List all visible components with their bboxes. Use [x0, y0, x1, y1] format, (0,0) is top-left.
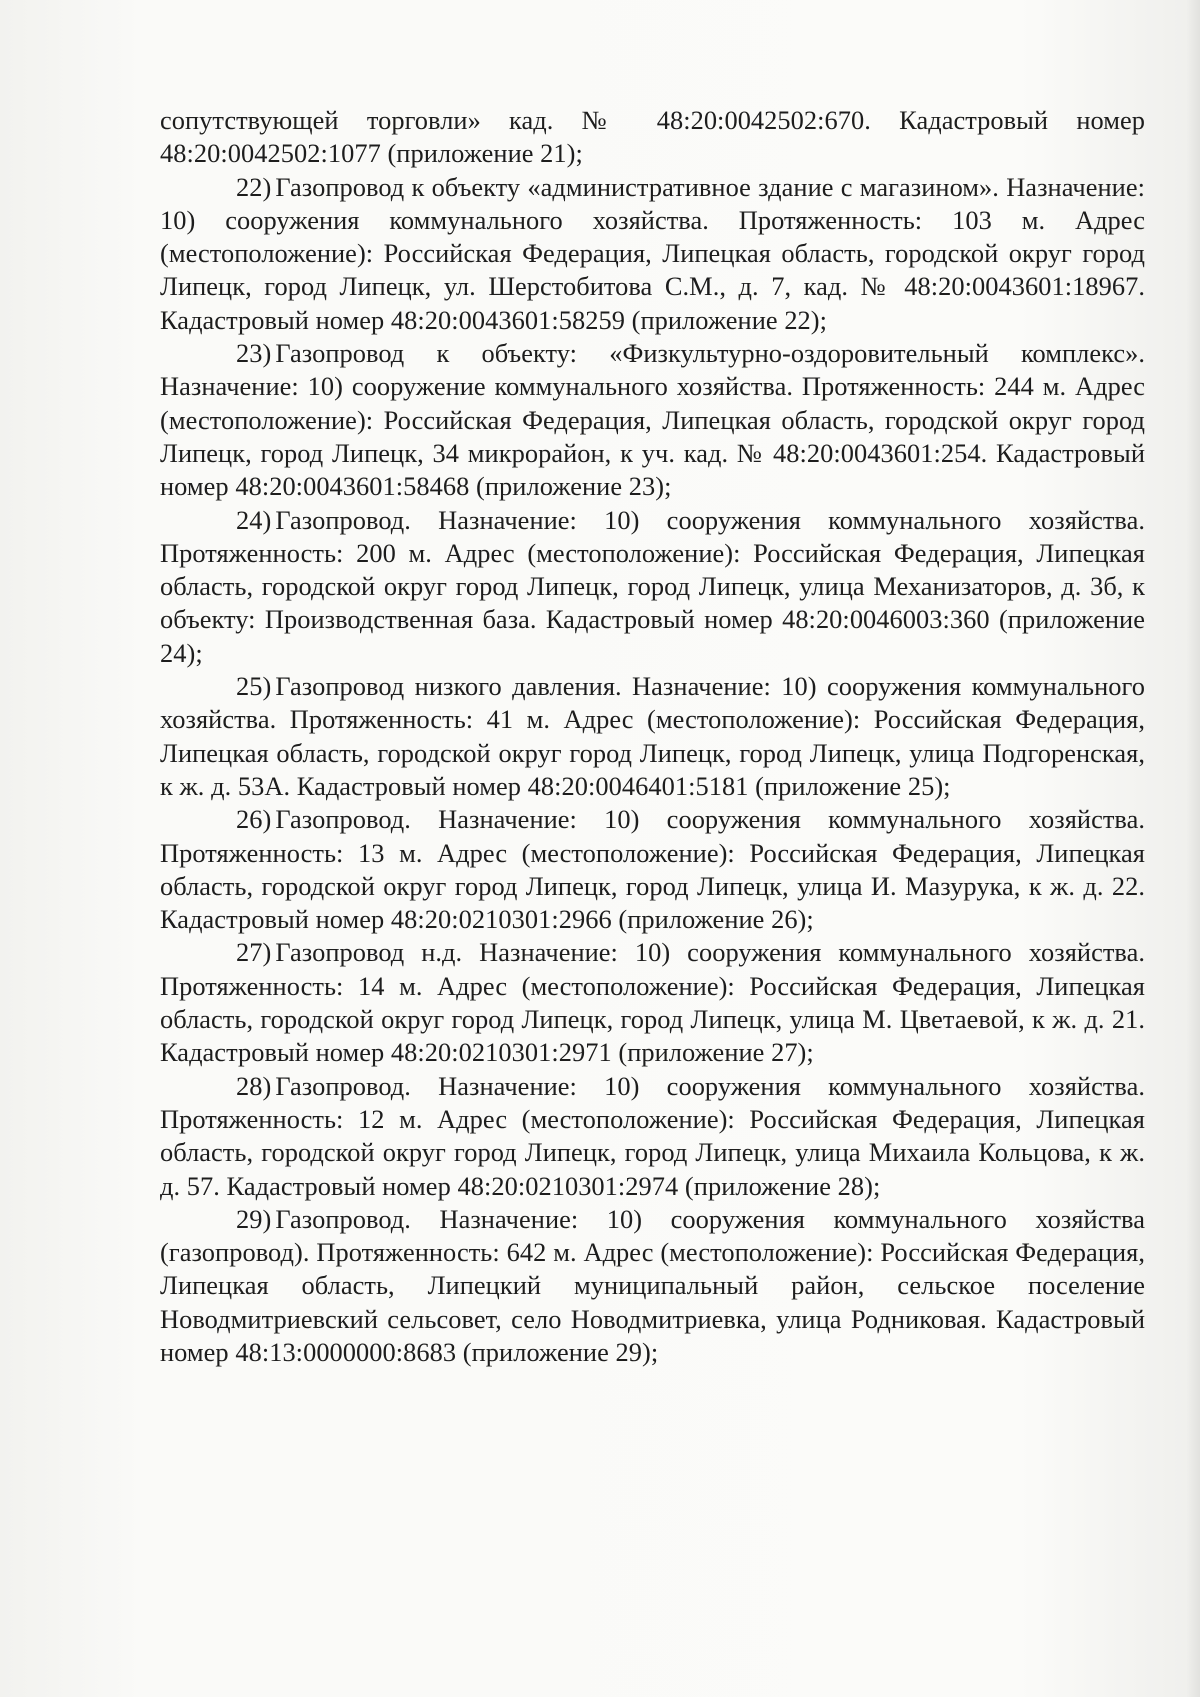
list-item-29	[160, 1203, 1145, 1369]
item-text: Газопровод. Назначение: 10) сооружения коммунального хозяйства (газопровод). Протяженность: 642 м. Адрес (местоположение): Российская Федерация, Липецкая область, Липецкий муниципальный район, сельское поселение Новодмитриевский сельсовет, село Новодмитриевка, улица Родниковая. Кадастровый номер 48:13:0000000:8683 (приложение 29);	[160, 1203, 1145, 1367]
item-number: 23)	[236, 338, 272, 369]
item-number: 25)	[236, 671, 272, 702]
list-item-26	[160, 803, 1145, 936]
list-item-27	[160, 936, 1145, 1069]
paragraph-text: сопутствующей торговли» кад. № 48:20:0042502:670. Кадастровый номер 48:20:0042502:1077 (приложение 21);	[160, 105, 1145, 169]
item-text: Газопровод. Назначение: 10) сооружения коммунального хозяйства. Протяженность: 200 м. Адрес (местоположение): Российская Федерация, Липецкая область, городской округ город Липецк, город Липецк, улица Механизаторов, д. 3б, к объекту: Производственная база. Кадастровый номер 48:20:0046003:360 (приложение 24);	[160, 504, 1145, 668]
item-text: Газопровод н.д. Назначение: 10) сооружения коммунального хозяйства. Протяженность: 14 м. Адрес (местоположение): Российская Федерация, Липецкая область, городской округ город Липецк, город Липецк, улица М. Цветаевой, к ж. д. 21. Кадастровый номер 48:20:0210301:2971 (приложение 27);	[160, 937, 1145, 1068]
list-item-24	[160, 504, 1145, 670]
list-item-23	[160, 337, 1145, 503]
document-body	[160, 104, 1145, 1369]
item-text: Газопровод к объекту «административное здание с магазином». Назначение: 10) сооружения коммунального хозяйства. Протяженность: 103 м. Адрес (местоположение): Российская Федерация, Липецкая область, городской округ город Липецк, город Липецк, ул. Шерстобитова С.М., д. 7, кад. № 48:20:0043601:18967. Кадастровый номер 48:20:0043601:58259 (приложение 22);	[160, 171, 1145, 335]
list-item-25	[160, 670, 1145, 803]
item-number: 24)	[236, 504, 272, 535]
paragraph-continuation	[160, 104, 1145, 171]
item-text: Газопровод. Назначение: 10) сооружения коммунального хозяйства. Протяженность: 12 м. Адрес (местоположение): Российская Федерация, Липецкая область, городской округ город Липецк, город Липецк, улица Михаила Кольцова, к ж. д. 57. Кадастровый номер 48:20:0210301:2974 (приложение 28);	[160, 1070, 1145, 1201]
list-item-22	[160, 171, 1145, 337]
item-text: Газопровод к объекту: «Физкультурно-оздоровительный комплекс». Назначение: 10) сооружение коммунального хозяйства. Протяженность: 244 м. Адрес (местоположение): Российская Федерация, Липецкая область, городской округ город Липецк, город Липецк, 34 микрорайон, к уч. кад. № 48:20:0043601:254. Кадастровый номер 48:20:0043601:58468 (приложение 23);	[160, 338, 1145, 502]
item-text: Газопровод. Назначение: 10) сооружения коммунального хозяйства. Протяженность: 13 м. Адрес (местоположение): Российская Федерация, Липецкая область, городской округ город Липецк, город Липецк, улица И. Мазурука, к ж. д. 22. Кадастровый номер 48:20:0210301:2966 (приложение 26);	[160, 804, 1145, 935]
item-number: 28)	[236, 1070, 272, 1101]
item-number: 22)	[236, 171, 272, 202]
item-number: 26)	[236, 804, 272, 835]
list-item-28	[160, 1070, 1145, 1203]
item-text: Газопровод низкого давления. Назначение: 10) сооружения коммунального хозяйства. Протяженность: 41 м. Адрес (местоположение): Российская Федерация, Липецкая область, городской округ город Липецк, город Липецк, улица Подгоренская, к ж. д. 53А. Кадастровый номер 48:20:0046401:5181 (приложение 25);	[160, 671, 1145, 801]
scan-shadow-edge	[1186, 0, 1200, 1697]
item-number: 29)	[236, 1203, 272, 1234]
item-number: 27)	[236, 937, 272, 968]
